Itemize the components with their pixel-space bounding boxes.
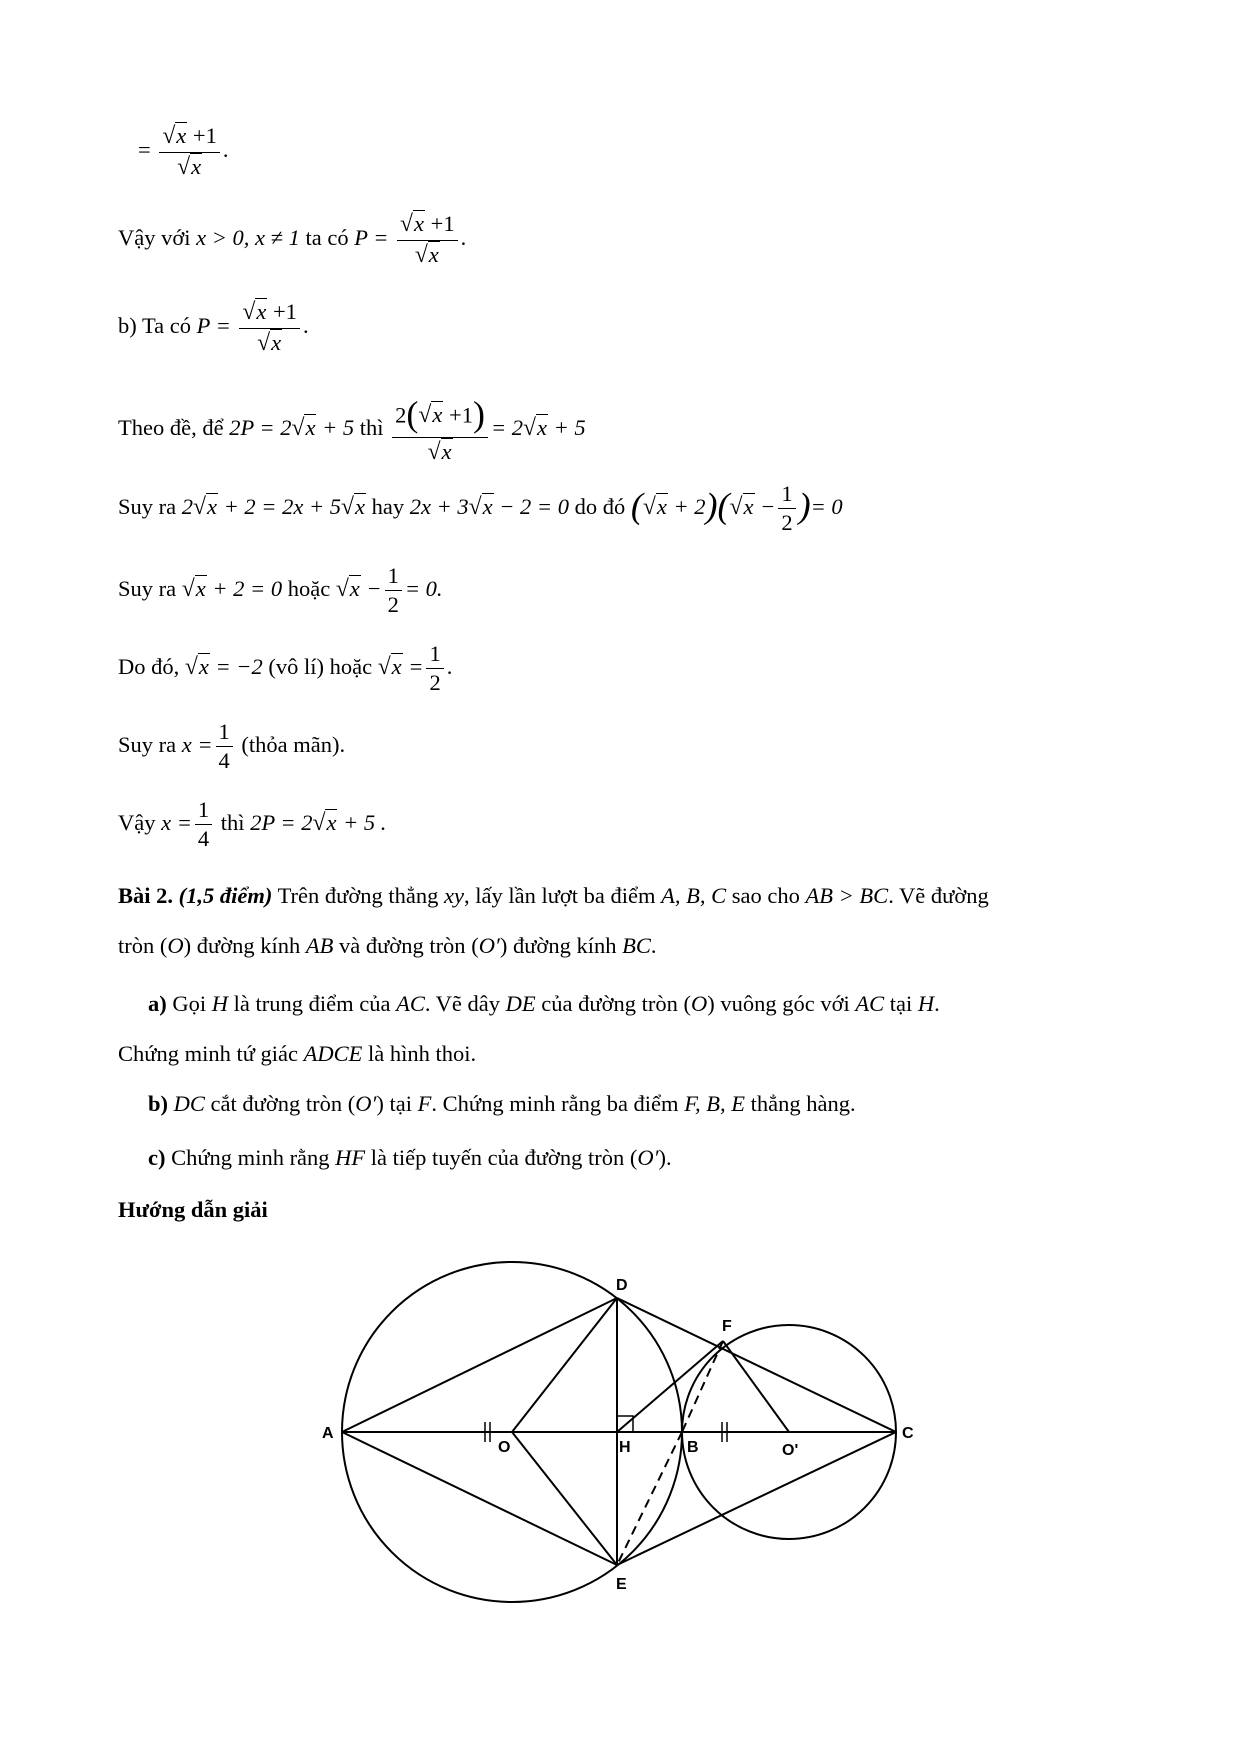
label-B: B xyxy=(687,1439,699,1456)
label-O: O xyxy=(498,1439,511,1456)
solution-heading: Hướng dẫn giải xyxy=(118,1197,268,1222)
label-F: F xyxy=(722,1318,732,1335)
problem-2-part-b: b) DC cắt đường tròn (O′) tại F. Chứng minh rằng ba điểm F, B, E thẳng hàng. xyxy=(148,1091,856,1116)
segment-AE xyxy=(342,1432,617,1565)
segment-DC xyxy=(617,1298,896,1432)
problem-2-line-1: Bài 2. (1,5 điểm) Trên đường thẳng xy, lấy lần lượt ba điểm A, B, C sao cho AB > BC. Vẽ đường xyxy=(118,883,989,908)
problem-2-line-2: tròn (O) đường kính AB và đường tròn (O′) đường kính BC. xyxy=(118,933,657,958)
segment-FOp xyxy=(723,1341,789,1432)
problem-2-part-a: a) Gọi H là trung điểm của AC. Vẽ dây DE của đường tròn (O) vuông góc với AC tại H. xyxy=(148,991,940,1016)
segment-FB xyxy=(682,1341,723,1432)
line-suy-ra-1: Suy ra 2√x + 2 = 2x + 5√x hay 2x + 3√x − 2 = 0 do đó (√x + 2)(√x − $\frac{1}{2}$ )= 0 xyxy=(118,481,843,536)
segment-AD xyxy=(342,1298,617,1432)
label-D: D xyxy=(616,1277,628,1294)
line-theo-de: Theo đề, để 2P = 2√x + 5 thì $\frac{2(√x +1)}{√x}$ = 2√x + 5 xyxy=(118,394,586,465)
label-A: A xyxy=(322,1425,334,1442)
segment-EC xyxy=(617,1432,896,1565)
segment-OE xyxy=(512,1432,617,1565)
segment-OD xyxy=(512,1298,617,1432)
label-H: H xyxy=(619,1439,631,1456)
line-vay: Vậy x = $\frac{1}{4}$ thì 2P = 2√x + 5 . xyxy=(118,797,387,852)
label-C: C xyxy=(902,1425,914,1442)
fraction: $\frac{√x +1}{√x}$ xyxy=(159,122,220,182)
line-do-do: Do đó, √x = −2 (vô lí) hoặc √x = $\frac{1}{2}$ . xyxy=(118,641,453,696)
problem-2-part-a-cont: Chứng minh tứ giác ADCE là hình thoi. xyxy=(118,1041,477,1066)
line-part-b: b) Ta có P = $\frac{√x +1}{√x}$ . xyxy=(118,299,309,356)
line-result: = $\frac{√x +1}{√x}$ . xyxy=(138,122,229,182)
line-suy-ra-2: Suy ra √x + 2 = 0 hoặc √x − $\frac{1}{2}$ = 0. xyxy=(118,563,443,618)
label-O-prime: O' xyxy=(782,1442,799,1459)
line-suy-ra-3: Suy ra x = $\frac{1}{4}$ (thỏa mãn). xyxy=(118,719,346,774)
line-conclusion-a: Vậy với x > 0, x ≠ 1 ta có P = $\frac{√x +1}{√x}$ . xyxy=(118,211,467,268)
problem-2-part-c: c) Chứng minh rằng HF là tiếp tuyến của đường tròn (O′). xyxy=(148,1145,672,1170)
label-E: E xyxy=(616,1576,627,1593)
